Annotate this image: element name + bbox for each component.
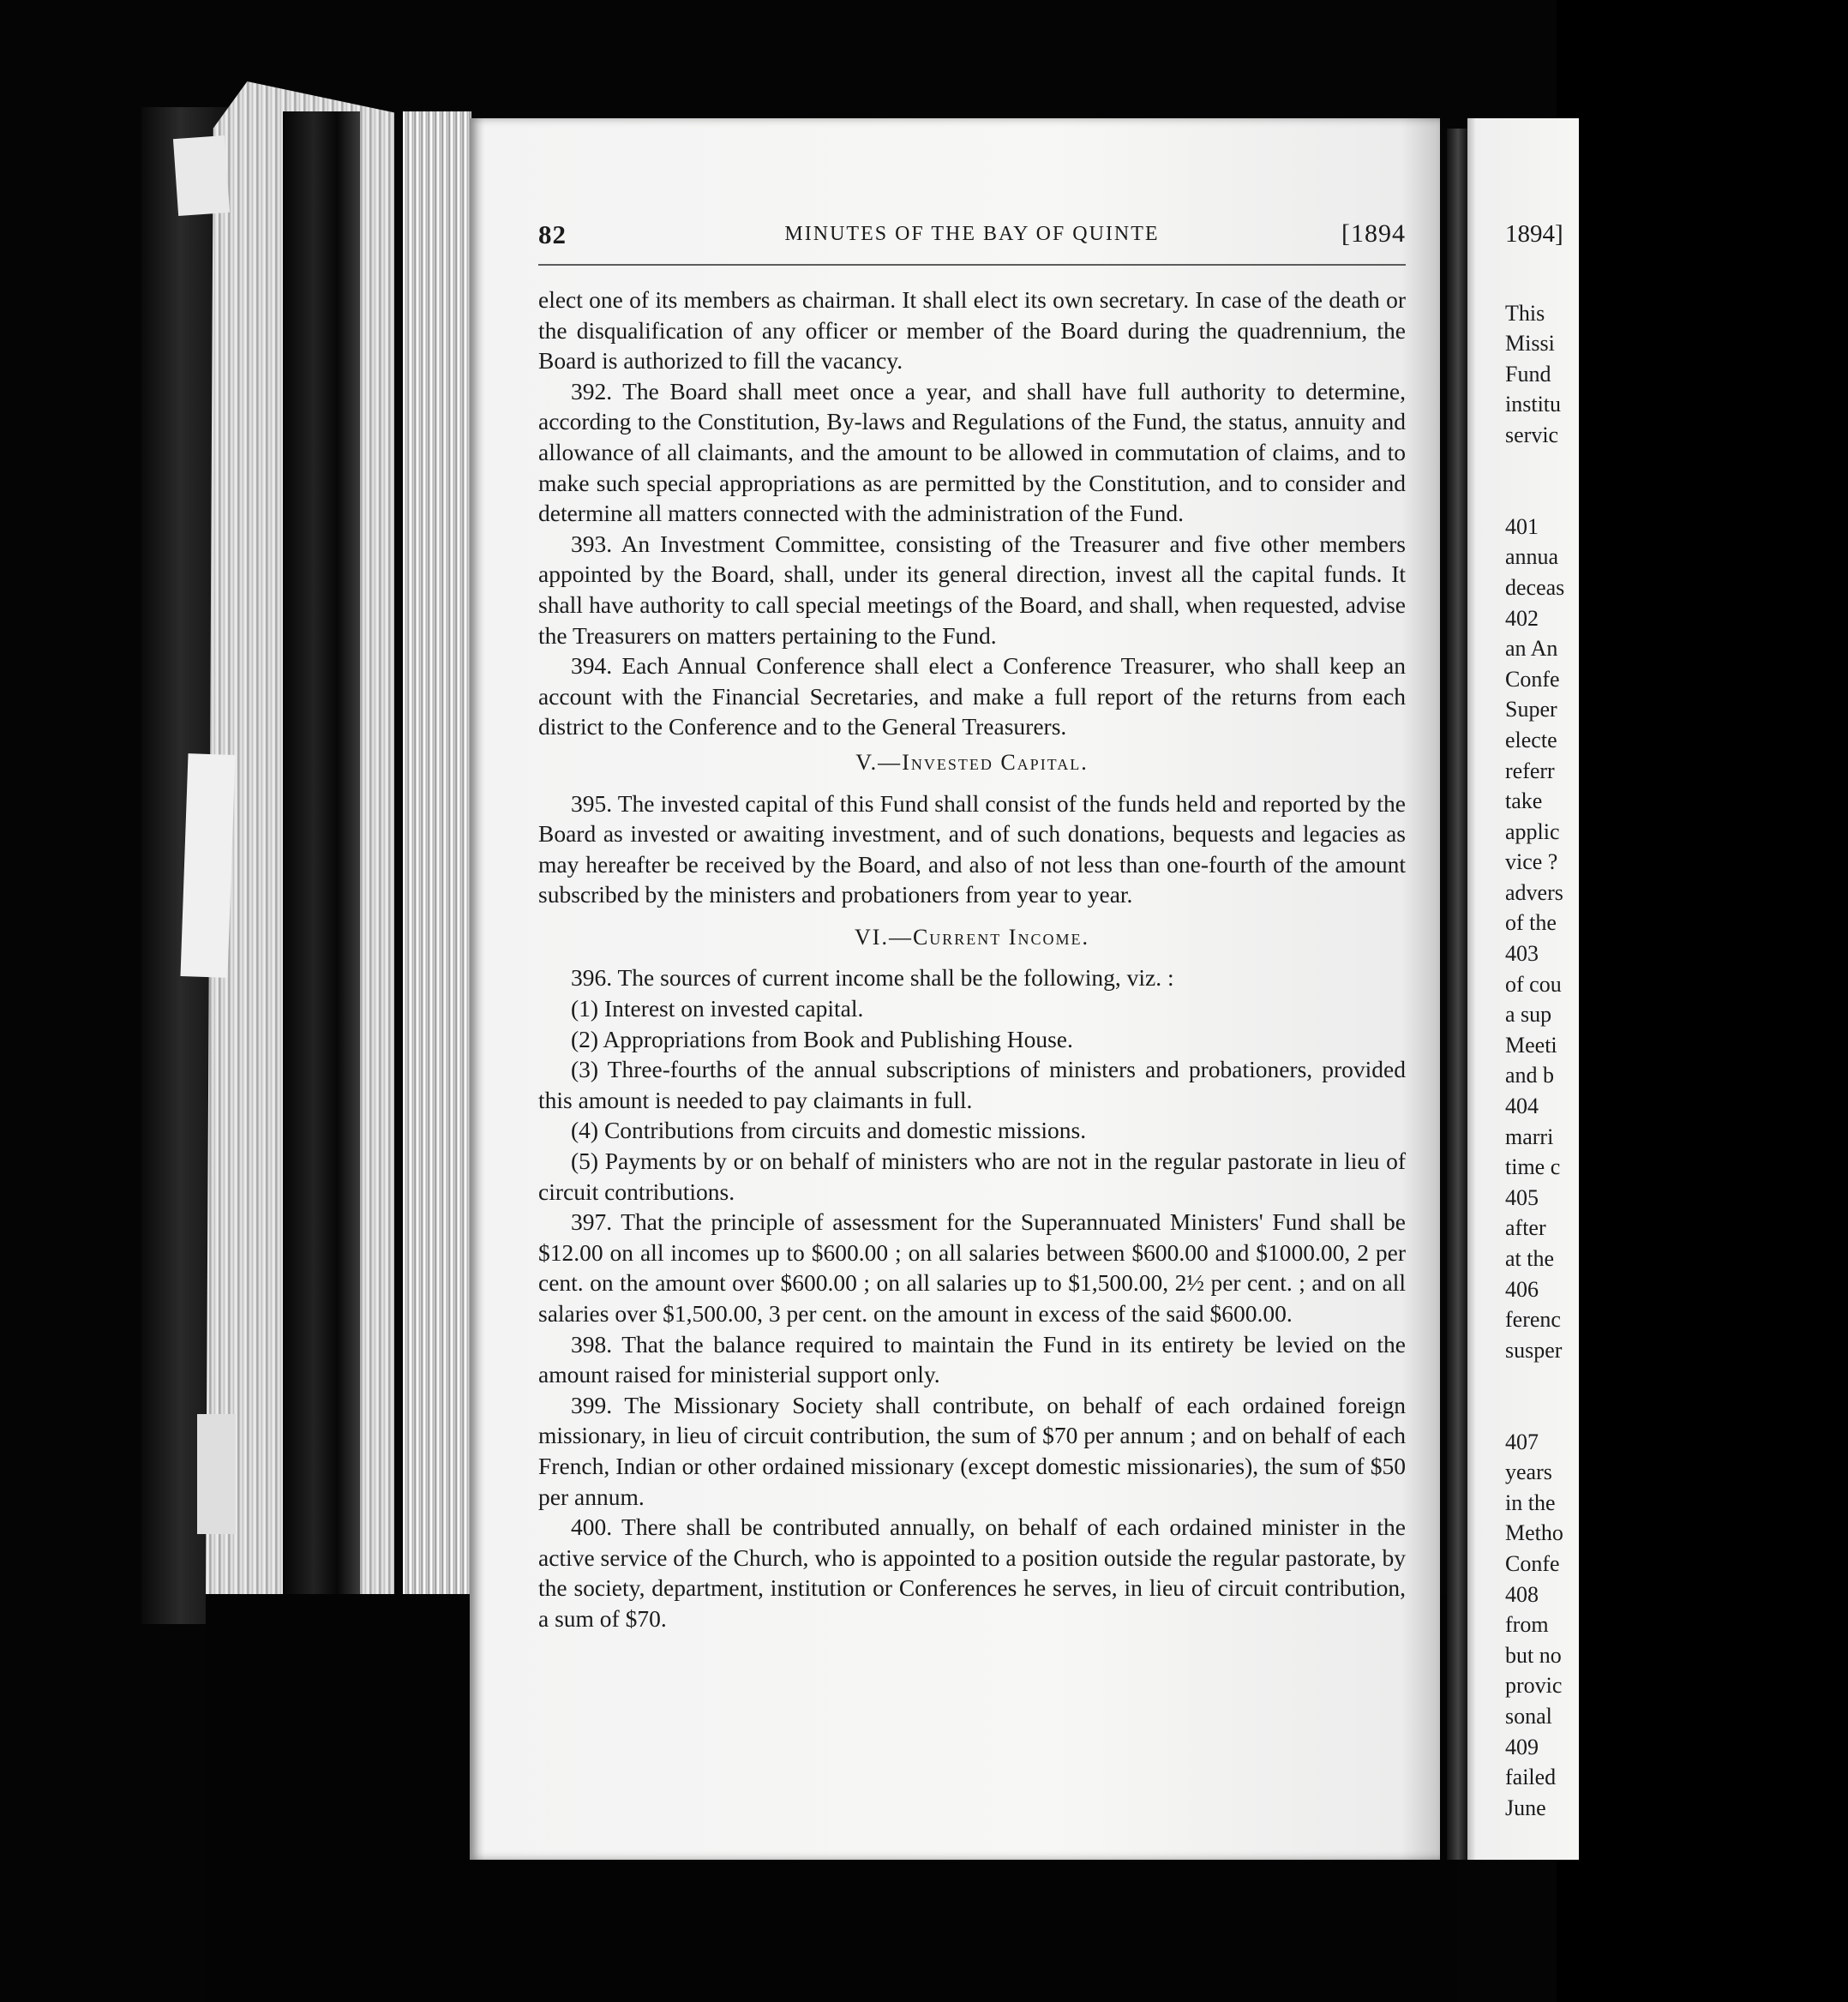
section-numeral: VI.— bbox=[855, 924, 913, 950]
section-title: Current Income. bbox=[912, 924, 1089, 950]
right-page-line: sonal bbox=[1505, 1703, 1552, 1729]
right-page-line: annua bbox=[1505, 544, 1559, 570]
page-content bbox=[538, 219, 1406, 1634]
paragraph-393: 393. An Investment Committee, consisting of the Treasurer and five other members appointed by the Board, shall, under its general direction, invest all the capital funds. It shall have authority to call special meetings of the Board, and shall, when requested, advise the Treasurers on matters pertaining to the Fund. bbox=[538, 530, 1406, 649]
right-page-line: 404 bbox=[1505, 1094, 1539, 1119]
header-rule bbox=[538, 264, 1406, 266]
paragraph: elect one of its members as chairman. It shall elect its own secretary. In case of the death or the disqualification of any officer or member of the Board during the quadrennium, the Board is authorized to fill the vacancy. bbox=[538, 286, 1406, 375]
right-page-line: applic bbox=[1505, 818, 1560, 844]
right-page-line: Super bbox=[1505, 697, 1557, 722]
right-page-line: Fund bbox=[1505, 361, 1551, 387]
gutter-shadow bbox=[1447, 129, 1469, 1860]
running-year: [1894 bbox=[1341, 219, 1406, 248]
right-page-line: at the bbox=[1505, 1246, 1555, 1271]
right-page-line: vice ? bbox=[1505, 849, 1558, 875]
right-page-line: institu bbox=[1505, 392, 1562, 417]
paragraph-399: 399. The Missionary Society shall contribute, on behalf of each ordained foreign missionary, in lieu of circuit contribution, the sum of $70 per annum ; and on behalf of each French, Indian or other ordained missionary (except domestic missionaries), the sum of $50 per annum. bbox=[538, 1391, 1406, 1510]
right-page-line: failed bbox=[1505, 1765, 1557, 1790]
torn-page-fragment bbox=[197, 1414, 236, 1534]
right-page-line bbox=[1505, 481, 1848, 512]
right-page-line: susper bbox=[1505, 1337, 1563, 1363]
list-item-4: (4) Contributions from circuits and domestic missions. bbox=[571, 1117, 1087, 1144]
right-page-line: time c bbox=[1505, 1154, 1561, 1180]
right-page-line: 408 bbox=[1505, 1581, 1539, 1607]
right-page-line: 409 bbox=[1505, 1734, 1539, 1759]
right-page-lines bbox=[1505, 298, 1848, 1824]
list-item-1: (1) Interest on invested capital. bbox=[571, 995, 864, 1022]
right-page-line: referr bbox=[1505, 758, 1555, 783]
paragraph-394: 394. Each Annual Conference shall elect a Conference Treasurer, who shall keep an account with the Financial Secretaries, and make a full report of the returns from each district to the Conference and to the General Treasurers. bbox=[538, 652, 1406, 740]
right-page-line: Confe bbox=[1505, 666, 1560, 692]
right-page-line: in the bbox=[1505, 1490, 1556, 1515]
right-page-line: 405 bbox=[1505, 1184, 1539, 1210]
right-page-line: 403 bbox=[1505, 941, 1539, 967]
right-page-line: of cou bbox=[1505, 971, 1562, 997]
torn-page-fragment bbox=[173, 135, 230, 216]
right-page-line bbox=[1505, 1365, 1848, 1396]
right-page-line bbox=[1505, 1396, 1848, 1427]
right-page-line: electe bbox=[1505, 727, 1557, 752]
list-item-2: (2) Appropriations from Book and Publishing House. bbox=[571, 1025, 1073, 1052]
torn-page-fragment bbox=[180, 753, 235, 978]
section-title: Invested Capital. bbox=[902, 749, 1089, 775]
right-page-line: from bbox=[1505, 1612, 1549, 1638]
section-heading-invested-capital bbox=[538, 747, 1406, 778]
right-page-line: 401 bbox=[1505, 513, 1539, 539]
right-page-line: take bbox=[1505, 788, 1543, 814]
right-page-line: Meeti bbox=[1505, 1032, 1557, 1058]
running-head bbox=[538, 219, 1406, 261]
right-page-line: June bbox=[1505, 1795, 1546, 1820]
right-page-line: ferenc bbox=[1505, 1307, 1561, 1333]
right-page-line: of the bbox=[1505, 910, 1557, 936]
paragraph-398: 398. That the balance required to maintain the Fund in its entirety be levied on the amount raised for ministerial support only. bbox=[538, 1330, 1406, 1388]
right-page-line: Missi bbox=[1505, 331, 1555, 357]
right-page-line: years bbox=[1505, 1460, 1552, 1485]
right-page-line: 402 bbox=[1505, 605, 1539, 631]
right-page-line: Confe bbox=[1505, 1550, 1560, 1576]
right-page-line: and b bbox=[1505, 1063, 1555, 1088]
page-number: 82 bbox=[538, 219, 567, 249]
section-heading-current-income bbox=[538, 922, 1406, 953]
right-page-line bbox=[1505, 451, 1848, 482]
binding-shadow bbox=[283, 111, 360, 1611]
running-title: MINUTES OF THE BAY OF QUINTE bbox=[784, 223, 1160, 245]
paragraph-397: 397. That the principle of assessment for the Superannuated Ministers' Fund shall be $12.00 on all incomes up to $600.00 ; on all salaries between $600.00 and $1000.00, 2 per cent. on the amount over $600.00 ; on all salaries up to $1,500.00, 2½ per cent. ; and on all salaries over $1,500.00, 3 per cent. on the amount in excess of the said $600.00. bbox=[538, 1208, 1406, 1327]
paragraph-396: 396. The sources of current income shall be the following, viz. : bbox=[571, 964, 1174, 992]
right-page-line: an An bbox=[1505, 636, 1558, 662]
right-page-line: advers bbox=[1505, 879, 1563, 905]
right-page-head: 1894] bbox=[1505, 220, 1563, 248]
paragraph-400: 400. There shall be contributed annually, on behalf of each ordained minister in the active service of the Church, who is appointed to a position outside the regular pastorate, by the society, department, institution or Conferences he serves, in lieu of circuit contribution, a sum of $70. bbox=[538, 1513, 1406, 1632]
list-item-3: (3) Three-fourths of the annual subscriptions of ministers and probationers, provided this amount is needed to pay claimants in full. bbox=[538, 1056, 1406, 1113]
right-page-line: servic bbox=[1505, 422, 1559, 447]
right-page-line: provic bbox=[1505, 1673, 1563, 1699]
right-page-content bbox=[1505, 219, 1848, 1823]
right-page-line: 406 bbox=[1505, 1276, 1539, 1302]
right-page-line: after bbox=[1505, 1215, 1546, 1241]
body-text bbox=[538, 285, 1406, 1634]
right-page-line: deceas bbox=[1505, 574, 1565, 600]
right-page-line: a sup bbox=[1505, 1002, 1552, 1028]
paragraph-395: 395. The invested capital of this Fund shall consist of the funds held and reported by the Board as invested or awaiting investment, and of such donations, bequests and legacies as may hereafter be received by the Board, and also of not less than one-fourth of the amount subscribed by the ministers and probationers from year to year. bbox=[538, 789, 1406, 908]
right-page-line: but no bbox=[1505, 1642, 1562, 1668]
right-page-line: 407 bbox=[1505, 1429, 1539, 1454]
left-page bbox=[470, 118, 1440, 1860]
paragraph-392: 392. The Board shall meet once a year, and shall have full authority to determine, according to the Constitution, By-laws and Regulations of the Fund, the status, annuity and allowance of all claimants, and the amount to be allowed in commutation of claims, and to make such special appropriations as are permitted by the Constitution, and to consider and determine all matters connected with the administration of the Fund. bbox=[538, 377, 1406, 527]
right-page-line: Metho bbox=[1505, 1520, 1563, 1546]
right-page-line: This bbox=[1505, 300, 1545, 326]
right-page-line: marri bbox=[1505, 1124, 1554, 1149]
list-item-5: (5) Payments by or on behalf of ministers who are not in the regular pastorate in lieu of circuit contributions. bbox=[538, 1148, 1406, 1205]
right-page-fragment bbox=[1467, 118, 1579, 1860]
section-numeral: V.— bbox=[855, 749, 903, 775]
